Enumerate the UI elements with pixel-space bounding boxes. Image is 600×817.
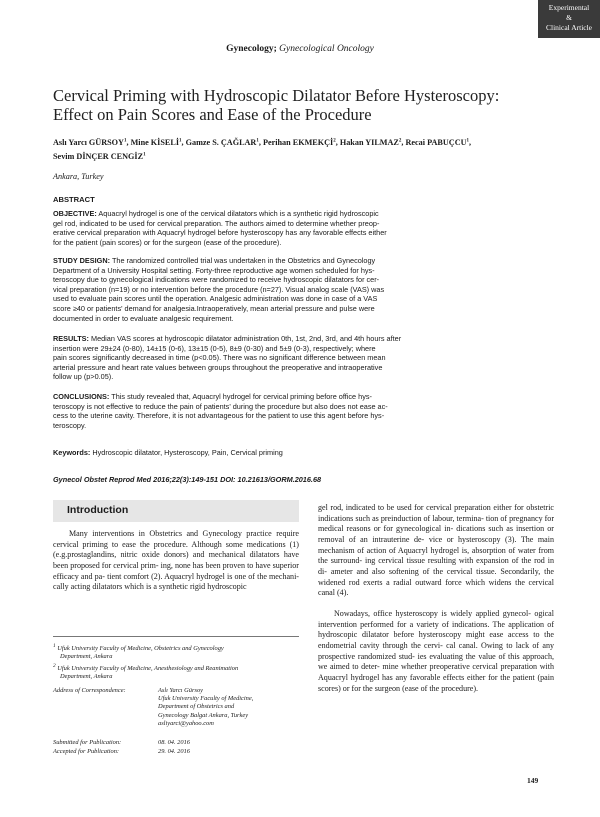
author: Gamze S. ÇAĞLAR$^1$, [185,137,263,147]
submitted-date: 08. 04. 2016 [158,739,190,746]
footnote-affiliation-2: $^2$ Ufuk University Faculty of Medicine, Anesthesiology and Reanimation Department, Ankara [53,663,239,681]
keywords-text: Hydroscopic dilatator, Hysteroscopy, Pain, Cervical priming [92,448,283,457]
correspondence-label: Address of Correspondence: [53,687,126,694]
footnote-divider [53,636,299,637]
author: Hakan YILMAZ$^2$, [339,137,406,147]
introduction-heading: Introduction [67,504,129,516]
results-label: RESULTS: [53,334,89,343]
abstract-conclusions: CONCLUSIONS: This study revealed that, Aquacryl hydrogel for cervical priming before office hys- teroscopy is not effective to reduce the pain of patients' during the procedure but also does not ease ac- cess to the uterine cavity. Therefore, it is not advantageous for the patient to use this agent before hys- teroscopy. [53,392,388,430]
title-line: Effect on Pain Scores and Ease of the Procedure [53,105,372,124]
page-number: 149 [527,776,539,785]
introduction-heading-box [53,500,299,522]
author: Aslı Yarcı GÜRSOY$^1$, [53,137,131,147]
author-location: Ankara, Turkey [53,172,104,181]
abstract-keywords [53,448,453,458]
author: Perihan EKMEKÇİ$^2$, [262,137,340,147]
submitted-row [53,739,190,747]
accepted-date: 29. 04. 2016 [158,748,190,755]
citation-line: Gynecol Obstet Reprod Med 2016;22(3):149-151 DOI: 10.21613/GORM.2016.68 [53,475,322,484]
author: Sevim DİNÇER CENGİZ$^1$ [53,151,146,161]
author: Mine KİSELİ$^1$, [130,137,186,147]
correspondence-address: Aslı Yarcı Gürsoy Ufuk University Faculty of Medicine, Department of Obstetrics and Gynecology Balgat Ankara, Turkey asliyarci@yahoo.com [158,687,254,727]
submitted-label: Submitted for Publication: [53,739,122,746]
abstract-objective: OBJECTIVE: Aquacryl hydrogel is one of the cervical dilatators which is a synthetic rigid hydroscopic gel rod, indicated to be used for cervical preparation. The authors aimed to determine whether preop- erative cervical preparation with Aquacryl hydrogel before hysteroscopy has any favorable effects either for the patient (pain scores) or for the surgeon (ease of the procedure). [53,209,387,247]
conclusions-label: CONCLUSIONS: [53,392,110,401]
accepted-label: Accepted for Publication: [53,748,120,755]
accepted-row [53,748,190,756]
study-design-label: STUDY DESIGN: [53,256,111,265]
article-type-line: & [566,13,572,22]
journal-name: Gynecology; [226,44,280,54]
correspondence-block [53,687,254,727]
author: Recai PABUÇCU$^1$, [405,137,472,147]
article-title [53,86,553,124]
abstract-heading: ABSTRACT [53,195,95,204]
paragraph: Nowadays, office hysteroscopy is widely applied gynecol- ogical intervention performed for a variety of indications. The application of hydroscopic dilatator before hysteroscopy might ease access to the endometrial cavity through the cervi- cal canal. Owing to lack of any prospective randomized stud- ies evaluating the value of this approach, we aimed to deter- mine whether preoperative cervical preparation with Aquacryl hydrogel has any favorable effects either for the patient (pain scores) or for the surgeon (ease of the procedure). [318,608,555,693]
article-type-line: Clinical Article [545,23,593,32]
objective-label: OBJECTIVE: [53,209,97,218]
article-type-tab [538,0,600,38]
left-column-text [53,529,299,593]
abstract-study-design: STUDY DESIGN: The randomized controlled trial was undertaken in the Obstetrics and Gynecology Department of a University Hospital setting. Forty-three reproductive age women scheduled for hys- teroscopy due to gynecological indications were randomized to receive hydroscopic dilatators for cer- vical preparation (n=19) or no intervention before the procedure (n=27). Visual analog scale (VAS) was used to evaluate pain scores until the operation. Analgesic administration was done in case of a VAS score ≥40 or patients' demand for analgesia.Intraoperatively, mean arterial pressure and pulse were documented in order to evaluate analgesic requirement. [53,256,385,323]
footnote-affiliation-1: $^1$ Ufuk University Faculty of Medicine, Obstetrics and Gynecology Department, Ankara [53,643,224,661]
right-column-text [318,503,554,694]
author-list [53,135,553,163]
title-line: Cervical Priming with Hydroscopic Dilatator Before Hysteroscopy: [53,86,500,105]
journal-subsection: Gynecological Oncology [279,44,374,54]
paragraph: Many interventions in Obstetrics and Gynecology practice require cervical priming to ease the procedure. Although some medications (1) (e.g.prostaglandins, nitric oxide donors) and mechanical dilatators have been proposed for cervical prim- ing, none has been proven to have superior efficacy and pa- tient comfort (2). Aquacryl hydrogel is one of the mechani- cally acting dilatators which is a synthetic rigid hydroscopic [53,529,300,592]
keywords-label: Keywords: [53,448,91,457]
journal-section-header [0,44,600,54]
paragraph-continued: gel rod, indicated to be used for cervical preparation either for obstetric indications such as preinduction of labour, termina- tion of pregnancy for medical reasons or for gynecological in- dications such as insertion or removal of an intrauterine de- vice or hysteroscopy (3). The main mechanism of action of Aquacryl hydrogel is, absorption of water from the surround- ing cervical tissue resulting with expansion of the rod in di- ameter and also softening of the cervical tissue. Secondarily, the widened rod exerts a radial outward force which widens the cervical canal (4). [318,503,555,598]
article-type-line: Experimental [548,3,590,12]
abstract-results: RESULTS: Median VAS scores at hydroscopic dilatator administration 0th, 1st, 2nd, 3rd, and 4th hours after insertion were 29±24 (0-80), 14±15 (0-6), 13±15 (0-5), 8±9 (0-30) and 5±9 (0-3), respectively; where pain scores significantly decreased in time (p<0.05). There was no significant difference between mean arterial pressure and heart rate values between groups throughout the preoperative and intraoperative follow up (p>0.05). [53,334,402,382]
